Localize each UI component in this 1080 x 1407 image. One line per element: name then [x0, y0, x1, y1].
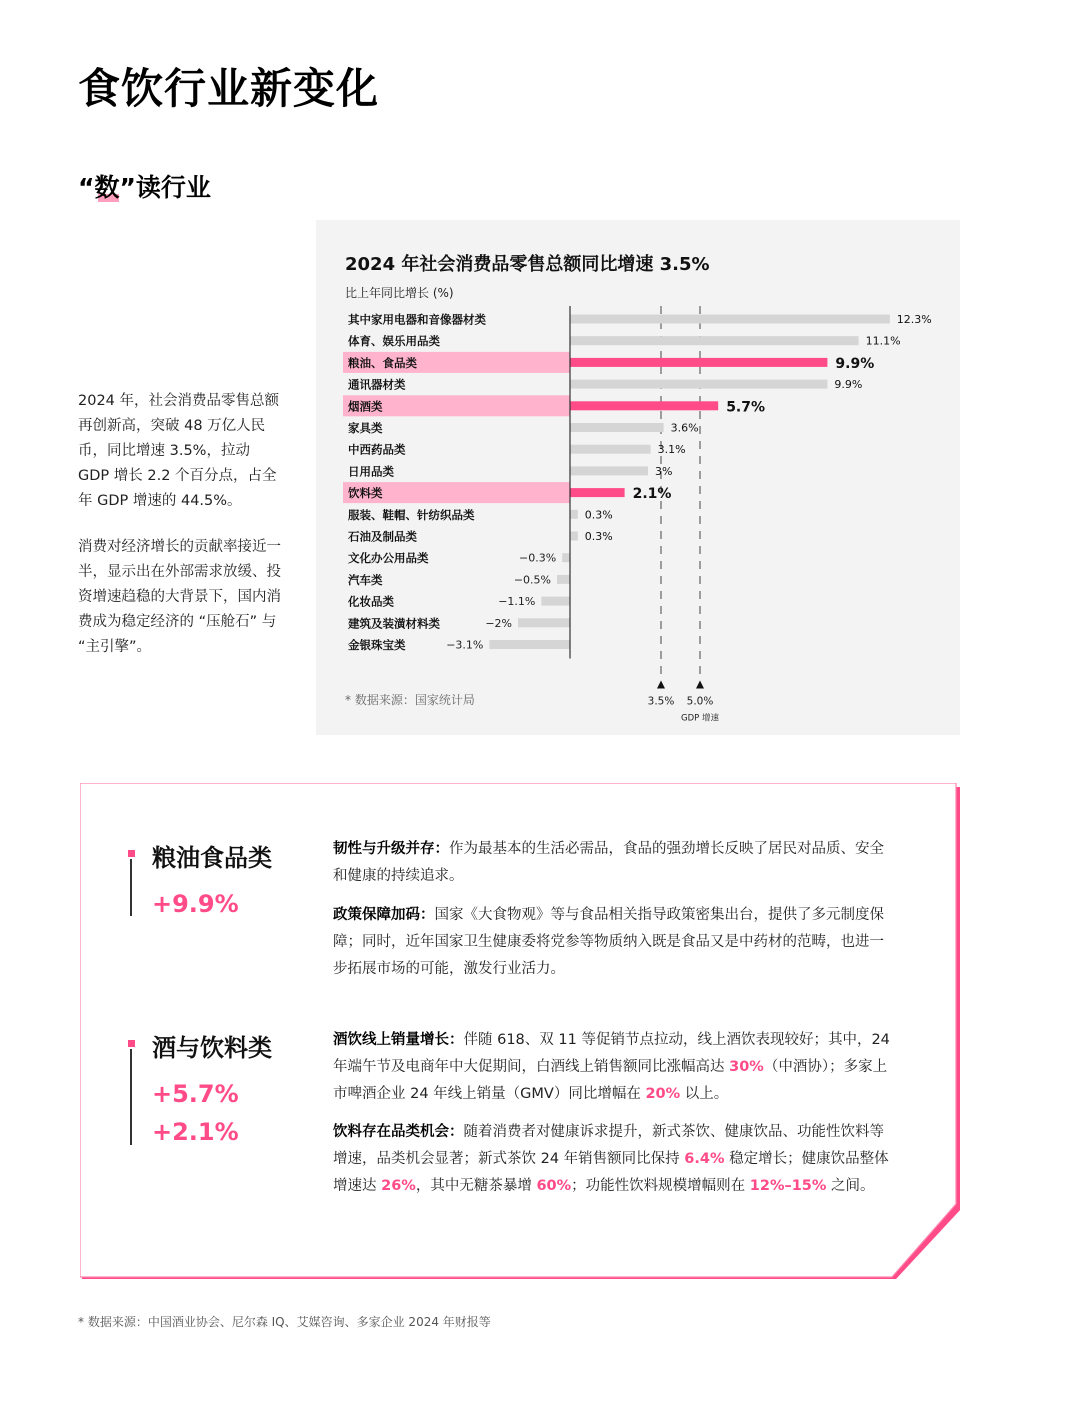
category-label: 通讯器材类: [348, 377, 406, 392]
paragraph-lead: 饮料存在品类机会：: [333, 1124, 464, 1140]
bar: [570, 423, 664, 432]
intro-paragraph-1: 2024 年，社会消费品零售总额再创新高，突破 48 万亿人民币，同比增速 3.5%，拉动 GDP 增长 2.2 个百分点，占全年 GDP 增速的 44.5%。: [78, 393, 280, 509]
category-label: 中西药品类: [348, 442, 406, 457]
paragraph-lead: 韧性与升级并存：: [333, 841, 449, 857]
paragraph-lead: 酒饮线上销量增长：: [333, 1032, 464, 1048]
paragraph-text: ；功能性饮料规模增幅则在: [571, 1178, 750, 1194]
value-label: −0.3%: [519, 551, 557, 565]
paragraph-online-sales: [333, 1027, 898, 1108]
value-label: −0.5%: [513, 573, 551, 587]
value-label: 12.3%: [896, 313, 932, 326]
value-label: 3.6%: [670, 421, 699, 435]
intro-paragraph-2: 消费对经济增长的贡献率接近一半，显示出在外部需求放缓、投资增速趋稳的大背景下，国内消费成为稳定经济的 “压舱石” 与 “主引擎”。: [78, 539, 281, 655]
bar: [518, 618, 570, 627]
category-2-marker: [128, 1040, 135, 1047]
paragraph-text: 随着消费者对健康诉求提升，新式茶饮、健康饮品、功能性饮料等增速，品类机会显著；新式茶饮 24 年销售额同比保持: [333, 1124, 884, 1167]
value-label: 3%: [655, 464, 673, 478]
paragraph-text: 稳定增长；健康饮品整体增速达: [333, 1151, 889, 1194]
bar: [562, 553, 570, 562]
paragraph-beverage-opportunity: [333, 1119, 898, 1200]
highlight-number: 26%: [381, 1178, 416, 1194]
category-2-value-2: +2.1%: [152, 1118, 239, 1146]
value-label: 11.1%: [865, 334, 901, 348]
bar: [570, 401, 718, 410]
category-label: 金银珠宝类: [348, 638, 406, 652]
chart-card: [316, 220, 960, 735]
bar: [570, 358, 827, 367]
bar: [570, 315, 890, 324]
category-1-line: [130, 859, 132, 916]
category-label: 建筑及装潢材料类: [348, 616, 440, 631]
category-label: 体育、娱乐用品类: [348, 334, 440, 349]
value-label: 0.3%: [584, 530, 613, 543]
bar: [570, 445, 651, 454]
bar: [570, 380, 827, 389]
paragraph-lead: 政策保障加码：: [333, 907, 435, 923]
footer-source: * 数据来源：中国酒业协会、尼尔森 IQ、艾媒咨询、多家企业 2024 年财报等: [78, 1315, 491, 1329]
category-label: 日用品类: [348, 464, 394, 479]
category-1-name: 粮油食品类: [152, 844, 272, 872]
value-label: 2.1%: [632, 486, 672, 503]
bar-chart: [316, 220, 960, 735]
category-label: 汽车类: [348, 572, 383, 587]
value-label: −3.1%: [446, 638, 484, 652]
category-label: 饮料类: [348, 486, 383, 501]
category-1-marker: [128, 850, 135, 857]
category-label: 化妆品类: [348, 594, 394, 609]
category-2-line: [130, 1049, 132, 1145]
paragraph-text: （中酒协）；多家上市啤酒企业 24 年线上销量（GMV）同比增幅在: [333, 1059, 888, 1102]
value-label: 3.1%: [657, 443, 686, 457]
value-label: 5.7%: [726, 399, 766, 416]
section-quote-close: ”: [119, 173, 136, 202]
reference-arrow: [696, 681, 704, 689]
highlight-number: 60%: [536, 1178, 572, 1194]
category-label: 烟酒类: [348, 399, 383, 414]
value-label: 9.9%: [835, 355, 875, 372]
paragraph-resilience: [333, 836, 898, 890]
bar: [570, 488, 625, 497]
chart-axis-label: 比上年同比增长 (%): [345, 286, 454, 300]
highlight-number: 12%–15%: [749, 1178, 827, 1194]
section-title: [78, 168, 211, 204]
reference-label: 3.5%: [647, 695, 675, 708]
section-highlight: 数: [94, 168, 119, 204]
paragraph-text: 作为最基本的生活必需品，食品的强劲增长反映了居民对品质、安全和健康的持续追求。: [333, 841, 884, 884]
bar: [570, 466, 648, 475]
reference-sublabel: GDP 增速: [681, 713, 719, 724]
reference-arrow: [657, 681, 665, 689]
category-1-value: +9.9%: [152, 890, 239, 918]
bar: [570, 532, 578, 541]
category-2-name: 酒与饮料类: [152, 1034, 272, 1062]
bar: [557, 575, 570, 584]
value-label: −1.1%: [498, 595, 536, 609]
section-quote-open: “: [78, 173, 95, 202]
chart-source: * 数据来源：国家统计局: [345, 693, 475, 707]
highlight-number: 30%: [729, 1059, 764, 1075]
paragraph-text: 之间。: [826, 1178, 875, 1194]
category-label: 石油及制品类: [348, 529, 417, 544]
reference-label: 5.0%: [686, 695, 714, 708]
category-label: 粮油、食品类: [348, 355, 417, 370]
value-label: −2%: [485, 616, 512, 630]
value-label: 9.9%: [834, 378, 863, 392]
bar: [541, 597, 570, 606]
bar: [570, 336, 859, 345]
category-label: 服装、鞋帽、针纺织品类: [348, 507, 475, 522]
paragraph-text: 国家《大食物观》等与食品相关指导政策密集出台，提供了多元制度保障；同时，近年国家卫生健康委将党参等物质纳入既是食品又是中药材的范畴，也进一步拓展市场的可能，激发行业活力。: [333, 907, 884, 977]
paragraph-text: 伴随 618、双 11 等促销节点拉动，线上酒饮表现较好；其中，24 年端午节及电商年中大促期间，白酒线上销售额同比涨幅高达: [333, 1032, 890, 1075]
bar: [570, 510, 578, 519]
highlight-number: 20%: [645, 1086, 681, 1102]
section-title-rest: 读行业: [135, 173, 211, 202]
paragraph-text: ，其中无糖茶暴增: [415, 1178, 537, 1194]
page-title: 食饮行业新变化: [78, 64, 380, 113]
category-label: 文化办公用品类: [348, 551, 429, 566]
highlight-number: 6.4%: [684, 1151, 725, 1167]
bar: [489, 640, 570, 649]
category-label: 其中家用电器和音像器材类: [348, 312, 486, 327]
paragraph-policy: [333, 902, 898, 983]
category-label: 家具类: [348, 421, 383, 435]
paragraph-text: 以上。: [680, 1086, 729, 1102]
chart-title: 2024 年社会消费品零售总额同比增速 3.5%: [345, 254, 710, 275]
value-label: 0.3%: [584, 508, 613, 522]
category-2-value-1: +5.7%: [152, 1080, 239, 1108]
